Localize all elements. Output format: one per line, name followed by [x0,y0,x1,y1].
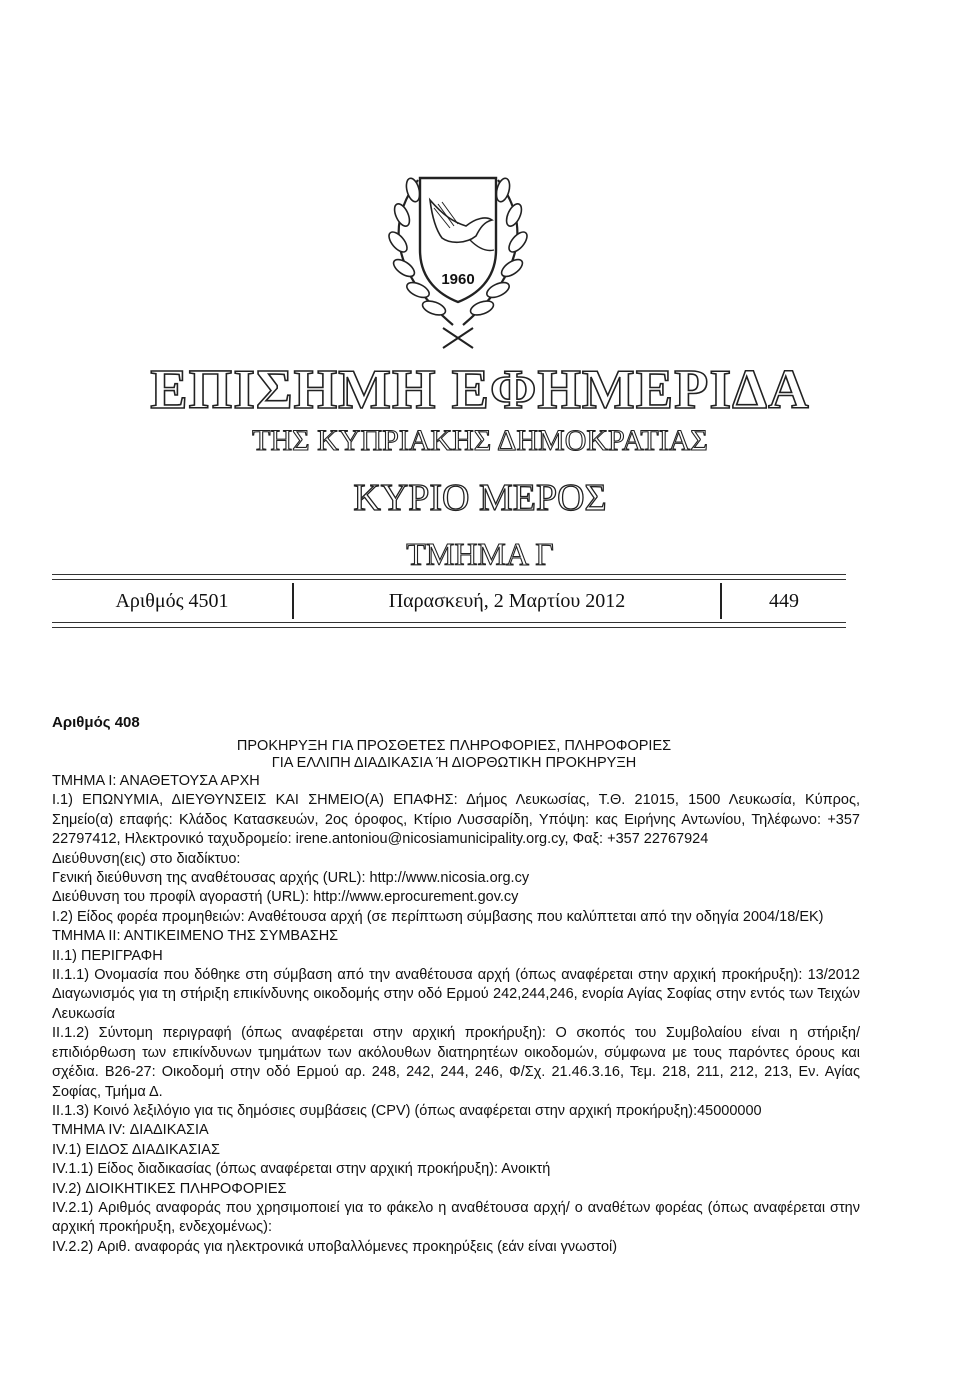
paragraph: ΤΜΗΜΑ Ι: ΑΝΑΘΕΤΟΥΣΑ ΑΡΧΗ [52,773,260,789]
paragraph: IV.1.1) Είδος διαδικασίας (όπως αναφέρεται στην αρχική προκήρυξη): Ανοικτή [52,1161,551,1178]
cyprus-coat-of-arms-icon [358,160,558,350]
page-number: 449 [769,590,799,612]
gazette-section: ΤΜΗΜΑ Γ [406,536,554,572]
paragraph: Ι.2) Είδος φορέα προμηθειών: Αναθέτουσα αρχή (σε περίπτωση σύμβασης που καλύπτεται από την οδηγία 2004/18/ΕΚ) [52,908,824,925]
notice-body [52,772,860,1257]
issue-number: Αριθμός 4501 [52,583,294,619]
top-rule [52,574,846,575]
paragraph: ΙΙ.1) ΠΕΡΙΓΡΑΦΗ [52,947,163,964]
bottom-rule [52,622,846,623]
paragraph: IV.2.1) Αριθμός αναφοράς που χρησιμοποιεί για το φάκελο η αναθέτουσα αρχή/ ο αναθέτων φορέας (όπως αναφέρεται στην αρχική προκήρυξη, ενδεχομένως): [52,1199,860,1236]
paragraph: IV.2.2) Αριθ. αναφοράς για ηλεκτρονικά υποβαλλόμενες προκηρύξεις (εάν είναι γνωστοί) [52,1238,618,1255]
paragraph: IV.1) ΕΙΔΟΣ ΔΙΑΔΙΚΑΣΙΑΣ [52,1141,220,1158]
emblem-year: 1960 [441,271,475,288]
paragraph: Γενική διεύθυνση της αναθέτουσας αρχής (URL): http://www.nicosia.org.cy [52,870,530,887]
bottom-rule-inner [52,627,846,628]
issue-bar [52,583,846,619]
top-rule-inner [52,579,846,580]
paragraph: ΙΙ.1.3) Κοινό λεξιλόγιο για τις δημόσιες συμβάσεις (CPV) (όπως αναφέρεται στην αρχική προκήρυξη):45000000 [52,1102,762,1119]
notice-heading-1: ΠΡΟΚΗΡΥΞΗ ΓΙΑ ΠΡΟΣΘΕΤΕΣ ΠΛΗΡΟΦΟΡΙΕΣ, ΠΛΗΡΟΦΟΡΙΕΣ [236,738,672,754]
paragraph: ΤΜΗΜΑ IV: ΔΙΑΔΙΚΑΣΙΑ [52,1122,209,1139]
gazette-subtitle: ΤΗΣ ΚΥΠΡΙΑΚΗΣ ΔΗΜΟΚΡΑΤΙΑΣ [252,424,708,457]
notice-number: Αριθμός 408 [52,714,140,731]
notice-heading-2: ΓΙΑ ΕΛΛΙΠΗ ΔΙΑΔΙΚΑΣΙΑ Ή ΔΙΟΡΘΩΤΙΚΗ ΠΡΟΚΗΡΥΞΗ [271,755,637,771]
issue-date: Παρασκευή, 2 Μαρτίου 2012 [294,583,722,619]
paragraph: Ι.1) ΕΠΩΝΥΜΙΑ, ΔΙΕΥΘΥΝΣΕΙΣ ΚΑΙ ΣΗΜΕΙΟ(Α) ΕΠΑΦΗΣ: Δήμος Λευκωσίας, Τ.Θ. 21015, 1500 Λευκωσία, Κύπρος, Σημείο(α) επαφής: Κλάδος Κατασκευών, 2ος όροφος, Κτίριο Λυσσαρίδη, Υπόψη: κας Ειρήνης Αντωνίου, Τηλέφωνο: +357 22797412, Ηλεκτρονικό ταχυδρομείο: irene.antoniou@nicosiamunicipality.org.cy, Φαξ: +357 22767924 [52,792,860,848]
paragraph: IV.2) ΔΙΟΙΚΗΤΙΚΕΣ ΠΛΗΡΟΦΟΡΙΕΣ [52,1180,287,1197]
paragraph: Διεύθυνση του προφίλ αγοραστή (URL): http://www.eprocurement.gov.cy [52,889,519,906]
paragraph: ΙΙ.1.1) Ονομασία που δόθηκε στη σύμβαση από την αναθέτουσα αρχή (όπως αναφέρεται στην αρχική προκήρυξη): 13/2012 Διαγωνισμός για τη στήριξη επικίνδυνης οικοδομής στην οδό Ερμού 242,244,246, ενορία Αγίας Σοφίας στην εντός των Τειχών Λευκωσία [52,967,860,1022]
gazette-title: ΕΠΙΣΗΜΗ ΕΦΗΜΕΡΙΔΑ [150,359,810,421]
paragraph: Διεύθυνση(εις) στο διαδίκτυο: [52,850,241,867]
gazette-part: ΚΥΡΙΟ ΜΕΡΟΣ [353,477,607,519]
paragraph: ΤΜΗΜΑ ΙΙ: ΑΝΤΙΚΕΙΜΕΝΟ ΤΗΣ ΣΥΜΒΑΣΗΣ [52,928,339,945]
paragraph: ΙΙ.1.2) Σύντομη περιγραφή (όπως αναφέρεται στην αρχική προκήρυξη): Ο σκοπός του Συμβολαίου είναι η στήριξη/ επιδιόρθωση των επικίνδυνων τμημάτων των ακόλουθων διατηρητέων οικοδομών, σύμφωνα με τους παρόντες όρους και σχέδια. Β26-27: Οικοδομή στην οδό Ερμού αρ. 248, 242, 244, 246, Φ/Σχ. 21.46.3.16, Τεμ. 218, 211, 212, 213, Εν. Αγίας Σοφίας, Τμήμα Δ. [52,1025,860,1100]
